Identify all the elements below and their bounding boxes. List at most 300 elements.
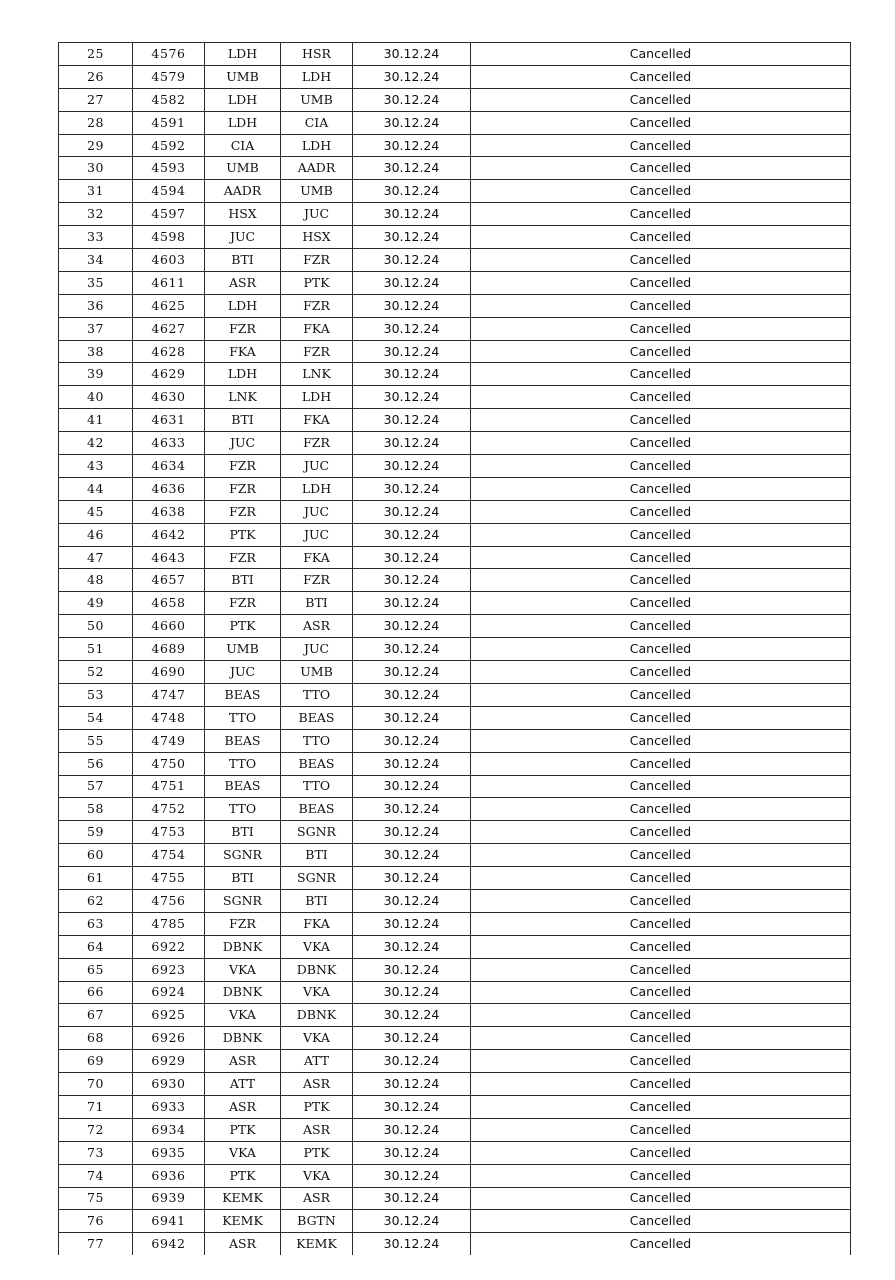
serial-number-cell: 63 (59, 912, 133, 935)
table-body (59, 43, 851, 1256)
status-cell: Cancelled (471, 157, 851, 180)
from-station-cell: LDH (205, 111, 281, 134)
table-row (59, 798, 851, 821)
date-cell: 30.12.24 (353, 798, 471, 821)
status-cell: Cancelled (471, 249, 851, 272)
date-cell: 30.12.24 (353, 1004, 471, 1027)
serial-number-cell: 39 (59, 363, 133, 386)
serial-number-cell: 30 (59, 157, 133, 180)
to-station-cell: BTI (281, 844, 353, 867)
to-station-cell: FZR (281, 569, 353, 592)
serial-number-cell: 59 (59, 821, 133, 844)
table-row (59, 889, 851, 912)
serial-number-cell: 70 (59, 1073, 133, 1096)
train-number-cell: 4597 (133, 203, 205, 226)
table-row (59, 500, 851, 523)
from-station-cell: FZR (205, 455, 281, 478)
train-number-cell: 4748 (133, 706, 205, 729)
table-row (59, 1073, 851, 1096)
table-row (59, 340, 851, 363)
train-number-cell: 4657 (133, 569, 205, 592)
from-station-cell: TTO (205, 798, 281, 821)
train-number-cell: 6922 (133, 935, 205, 958)
serial-number-cell: 71 (59, 1095, 133, 1118)
serial-number-cell: 26 (59, 65, 133, 88)
table-row (59, 1118, 851, 1141)
serial-number-cell: 28 (59, 111, 133, 134)
to-station-cell: FKA (281, 409, 353, 432)
status-cell: Cancelled (471, 729, 851, 752)
table-row (59, 432, 851, 455)
from-station-cell: SGNR (205, 844, 281, 867)
to-station-cell: LDH (281, 477, 353, 500)
status-cell: Cancelled (471, 409, 851, 432)
train-number-cell: 4630 (133, 386, 205, 409)
serial-number-cell: 61 (59, 867, 133, 890)
to-station-cell: UMB (281, 88, 353, 111)
date-cell: 30.12.24 (353, 683, 471, 706)
from-station-cell: TTO (205, 752, 281, 775)
to-station-cell: VKA (281, 981, 353, 1004)
to-station-cell: CIA (281, 111, 353, 134)
date-cell: 30.12.24 (353, 729, 471, 752)
table-row (59, 271, 851, 294)
status-cell: Cancelled (471, 88, 851, 111)
from-station-cell: VKA (205, 958, 281, 981)
to-station-cell: VKA (281, 1027, 353, 1050)
from-station-cell: PTK (205, 523, 281, 546)
from-station-cell: BEAS (205, 775, 281, 798)
train-number-cell: 4754 (133, 844, 205, 867)
status-cell: Cancelled (471, 1141, 851, 1164)
serial-number-cell: 74 (59, 1164, 133, 1187)
train-number-cell: 4576 (133, 43, 205, 66)
serial-number-cell: 52 (59, 661, 133, 684)
status-cell: Cancelled (471, 523, 851, 546)
date-cell: 30.12.24 (353, 88, 471, 111)
from-station-cell: LDH (205, 43, 281, 66)
table-row (59, 935, 851, 958)
date-cell: 30.12.24 (353, 1050, 471, 1073)
to-station-cell: FKA (281, 912, 353, 935)
from-station-cell: BTI (205, 569, 281, 592)
status-cell: Cancelled (471, 615, 851, 638)
serial-number-cell: 50 (59, 615, 133, 638)
from-station-cell: JUC (205, 661, 281, 684)
serial-number-cell: 42 (59, 432, 133, 455)
status-cell: Cancelled (471, 1095, 851, 1118)
date-cell: 30.12.24 (353, 1141, 471, 1164)
to-station-cell: SGNR (281, 867, 353, 890)
status-cell: Cancelled (471, 775, 851, 798)
train-number-cell: 6933 (133, 1095, 205, 1118)
date-cell: 30.12.24 (353, 455, 471, 478)
serial-number-cell: 75 (59, 1187, 133, 1210)
status-cell: Cancelled (471, 1164, 851, 1187)
from-station-cell: ASR (205, 1050, 281, 1073)
serial-number-cell: 35 (59, 271, 133, 294)
to-station-cell: VKA (281, 1164, 353, 1187)
status-cell: Cancelled (471, 180, 851, 203)
table-row (59, 592, 851, 615)
train-number-cell: 6935 (133, 1141, 205, 1164)
from-station-cell: BEAS (205, 729, 281, 752)
from-station-cell: CIA (205, 134, 281, 157)
to-station-cell: FZR (281, 294, 353, 317)
from-station-cell: HSX (205, 203, 281, 226)
table-row (59, 546, 851, 569)
from-station-cell: JUC (205, 432, 281, 455)
train-number-cell: 4593 (133, 157, 205, 180)
from-station-cell: BTI (205, 249, 281, 272)
from-station-cell: LDH (205, 363, 281, 386)
to-station-cell: TTO (281, 775, 353, 798)
to-station-cell: BTI (281, 889, 353, 912)
train-number-cell: 6942 (133, 1233, 205, 1255)
from-station-cell: DBNK (205, 981, 281, 1004)
from-station-cell: PTK (205, 615, 281, 638)
status-cell: Cancelled (471, 432, 851, 455)
to-station-cell: BGTN (281, 1210, 353, 1233)
serial-number-cell: 45 (59, 500, 133, 523)
status-cell: Cancelled (471, 821, 851, 844)
cancelled-trains-table (58, 42, 851, 1255)
status-cell: Cancelled (471, 340, 851, 363)
status-cell: Cancelled (471, 477, 851, 500)
serial-number-cell: 32 (59, 203, 133, 226)
train-number-cell: 4689 (133, 638, 205, 661)
date-cell: 30.12.24 (353, 752, 471, 775)
to-station-cell: ASR (281, 1187, 353, 1210)
serial-number-cell: 68 (59, 1027, 133, 1050)
status-cell: Cancelled (471, 1118, 851, 1141)
date-cell: 30.12.24 (353, 180, 471, 203)
status-cell: Cancelled (471, 844, 851, 867)
table-row (59, 43, 851, 66)
table-row (59, 455, 851, 478)
table-row (59, 958, 851, 981)
train-number-cell: 6926 (133, 1027, 205, 1050)
train-number-cell: 4747 (133, 683, 205, 706)
table-row (59, 386, 851, 409)
table-row (59, 981, 851, 1004)
date-cell: 30.12.24 (353, 638, 471, 661)
train-number-cell: 4582 (133, 88, 205, 111)
date-cell: 30.12.24 (353, 889, 471, 912)
to-station-cell: UMB (281, 180, 353, 203)
table-row (59, 88, 851, 111)
to-station-cell: ASR (281, 615, 353, 638)
table-row (59, 729, 851, 752)
serial-number-cell: 57 (59, 775, 133, 798)
date-cell: 30.12.24 (353, 226, 471, 249)
train-number-cell: 4591 (133, 111, 205, 134)
to-station-cell: BEAS (281, 752, 353, 775)
train-number-cell: 4579 (133, 65, 205, 88)
status-cell: Cancelled (471, 1210, 851, 1233)
from-station-cell: ASR (205, 271, 281, 294)
date-cell: 30.12.24 (353, 1095, 471, 1118)
status-cell: Cancelled (471, 958, 851, 981)
from-station-cell: LDH (205, 88, 281, 111)
from-station-cell: DBNK (205, 935, 281, 958)
train-number-cell: 4751 (133, 775, 205, 798)
date-cell: 30.12.24 (353, 409, 471, 432)
to-station-cell: DBNK (281, 958, 353, 981)
status-cell: Cancelled (471, 1187, 851, 1210)
serial-number-cell: 41 (59, 409, 133, 432)
status-cell: Cancelled (471, 65, 851, 88)
table-row (59, 65, 851, 88)
train-number-cell: 6923 (133, 958, 205, 981)
serial-number-cell: 77 (59, 1233, 133, 1255)
from-station-cell: FZR (205, 500, 281, 523)
to-station-cell: PTK (281, 1095, 353, 1118)
table-row (59, 157, 851, 180)
table-row (59, 363, 851, 386)
date-cell: 30.12.24 (353, 317, 471, 340)
table-row (59, 752, 851, 775)
to-station-cell: UMB (281, 661, 353, 684)
serial-number-cell: 56 (59, 752, 133, 775)
from-station-cell: FZR (205, 912, 281, 935)
table-row (59, 1027, 851, 1050)
serial-number-cell: 34 (59, 249, 133, 272)
status-cell: Cancelled (471, 981, 851, 1004)
to-station-cell: BEAS (281, 798, 353, 821)
serial-number-cell: 62 (59, 889, 133, 912)
from-station-cell: UMB (205, 157, 281, 180)
date-cell: 30.12.24 (353, 1210, 471, 1233)
table-row (59, 1187, 851, 1210)
table-row (59, 111, 851, 134)
to-station-cell: LDH (281, 65, 353, 88)
from-station-cell: FZR (205, 592, 281, 615)
from-station-cell: LDH (205, 294, 281, 317)
serial-number-cell: 58 (59, 798, 133, 821)
serial-number-cell: 38 (59, 340, 133, 363)
train-number-cell: 4642 (133, 523, 205, 546)
status-cell: Cancelled (471, 317, 851, 340)
from-station-cell: VKA (205, 1141, 281, 1164)
table-row (59, 844, 851, 867)
serial-number-cell: 60 (59, 844, 133, 867)
serial-number-cell: 73 (59, 1141, 133, 1164)
serial-number-cell: 47 (59, 546, 133, 569)
date-cell: 30.12.24 (353, 821, 471, 844)
date-cell: 30.12.24 (353, 1118, 471, 1141)
date-cell: 30.12.24 (353, 43, 471, 66)
date-cell: 30.12.24 (353, 111, 471, 134)
status-cell: Cancelled (471, 706, 851, 729)
date-cell: 30.12.24 (353, 546, 471, 569)
train-number-cell: 4756 (133, 889, 205, 912)
status-cell: Cancelled (471, 134, 851, 157)
status-cell: Cancelled (471, 1050, 851, 1073)
table-row (59, 706, 851, 729)
train-number-cell: 4634 (133, 455, 205, 478)
from-station-cell: PTK (205, 1118, 281, 1141)
serial-number-cell: 36 (59, 294, 133, 317)
serial-number-cell: 66 (59, 981, 133, 1004)
date-cell: 30.12.24 (353, 249, 471, 272)
status-cell: Cancelled (471, 661, 851, 684)
table-row (59, 638, 851, 661)
to-station-cell: DBNK (281, 1004, 353, 1027)
to-station-cell: JUC (281, 638, 353, 661)
from-station-cell: FZR (205, 546, 281, 569)
date-cell: 30.12.24 (353, 867, 471, 890)
to-station-cell: PTK (281, 1141, 353, 1164)
serial-number-cell: 53 (59, 683, 133, 706)
status-cell: Cancelled (471, 500, 851, 523)
date-cell: 30.12.24 (353, 569, 471, 592)
date-cell: 30.12.24 (353, 1187, 471, 1210)
train-number-cell: 4598 (133, 226, 205, 249)
to-station-cell: BEAS (281, 706, 353, 729)
train-number-cell: 4629 (133, 363, 205, 386)
date-cell: 30.12.24 (353, 615, 471, 638)
date-cell: 30.12.24 (353, 523, 471, 546)
from-station-cell: FZR (205, 317, 281, 340)
serial-number-cell: 64 (59, 935, 133, 958)
to-station-cell: ASR (281, 1118, 353, 1141)
date-cell: 30.12.24 (353, 203, 471, 226)
date-cell: 30.12.24 (353, 706, 471, 729)
date-cell: 30.12.24 (353, 65, 471, 88)
train-number-cell: 4603 (133, 249, 205, 272)
train-number-cell: 6925 (133, 1004, 205, 1027)
date-cell: 30.12.24 (353, 340, 471, 363)
to-station-cell: TTO (281, 683, 353, 706)
table-row (59, 821, 851, 844)
status-cell: Cancelled (471, 43, 851, 66)
table-row (59, 661, 851, 684)
train-number-cell: 4753 (133, 821, 205, 844)
train-number-cell: 4752 (133, 798, 205, 821)
serial-number-cell: 51 (59, 638, 133, 661)
from-station-cell: BEAS (205, 683, 281, 706)
table-row (59, 683, 851, 706)
table-row (59, 1141, 851, 1164)
status-cell: Cancelled (471, 203, 851, 226)
status-cell: Cancelled (471, 889, 851, 912)
date-cell: 30.12.24 (353, 1233, 471, 1255)
serial-number-cell: 69 (59, 1050, 133, 1073)
serial-number-cell: 76 (59, 1210, 133, 1233)
to-station-cell: LNK (281, 363, 353, 386)
train-number-cell: 4690 (133, 661, 205, 684)
from-station-cell: PTK (205, 1164, 281, 1187)
serial-number-cell: 54 (59, 706, 133, 729)
date-cell: 30.12.24 (353, 386, 471, 409)
to-station-cell: LDH (281, 134, 353, 157)
date-cell: 30.12.24 (353, 1073, 471, 1096)
to-station-cell: TTO (281, 729, 353, 752)
from-station-cell: TTO (205, 706, 281, 729)
to-station-cell: HSR (281, 43, 353, 66)
serial-number-cell: 27 (59, 88, 133, 111)
serial-number-cell: 46 (59, 523, 133, 546)
train-number-cell: 6939 (133, 1187, 205, 1210)
date-cell: 30.12.24 (353, 912, 471, 935)
from-station-cell: UMB (205, 65, 281, 88)
from-station-cell: KEMK (205, 1187, 281, 1210)
to-station-cell: FKA (281, 317, 353, 340)
from-station-cell: JUC (205, 226, 281, 249)
status-cell: Cancelled (471, 1027, 851, 1050)
train-number-cell: 4658 (133, 592, 205, 615)
date-cell: 30.12.24 (353, 661, 471, 684)
train-number-cell: 4592 (133, 134, 205, 157)
to-station-cell: FZR (281, 249, 353, 272)
table-row (59, 203, 851, 226)
train-number-cell: 6936 (133, 1164, 205, 1187)
status-cell: Cancelled (471, 935, 851, 958)
from-station-cell: ATT (205, 1073, 281, 1096)
table-row (59, 226, 851, 249)
to-station-cell: FZR (281, 432, 353, 455)
serial-number-cell: 31 (59, 180, 133, 203)
date-cell: 30.12.24 (353, 294, 471, 317)
status-cell: Cancelled (471, 363, 851, 386)
table-row (59, 569, 851, 592)
date-cell: 30.12.24 (353, 981, 471, 1004)
serial-number-cell: 49 (59, 592, 133, 615)
date-cell: 30.12.24 (353, 134, 471, 157)
train-number-cell: 4750 (133, 752, 205, 775)
serial-number-cell: 33 (59, 226, 133, 249)
serial-number-cell: 67 (59, 1004, 133, 1027)
train-number-cell: 4611 (133, 271, 205, 294)
status-cell: Cancelled (471, 798, 851, 821)
train-number-cell: 4749 (133, 729, 205, 752)
to-station-cell: ATT (281, 1050, 353, 1073)
from-station-cell: SGNR (205, 889, 281, 912)
status-cell: Cancelled (471, 912, 851, 935)
date-cell: 30.12.24 (353, 775, 471, 798)
train-number-cell: 6930 (133, 1073, 205, 1096)
status-cell: Cancelled (471, 1233, 851, 1255)
to-station-cell: FKA (281, 546, 353, 569)
status-cell: Cancelled (471, 111, 851, 134)
status-cell: Cancelled (471, 546, 851, 569)
serial-number-cell: 37 (59, 317, 133, 340)
to-station-cell: AADR (281, 157, 353, 180)
status-cell: Cancelled (471, 569, 851, 592)
from-station-cell: FKA (205, 340, 281, 363)
to-station-cell: HSX (281, 226, 353, 249)
train-number-cell: 4785 (133, 912, 205, 935)
date-cell: 30.12.24 (353, 363, 471, 386)
table-row (59, 477, 851, 500)
to-station-cell: JUC (281, 203, 353, 226)
table-row (59, 1004, 851, 1027)
table-row (59, 1050, 851, 1073)
serial-number-cell: 72 (59, 1118, 133, 1141)
table-row (59, 1233, 851, 1255)
to-station-cell: SGNR (281, 821, 353, 844)
to-station-cell: JUC (281, 455, 353, 478)
table-row (59, 249, 851, 272)
status-cell: Cancelled (471, 271, 851, 294)
serial-number-cell: 25 (59, 43, 133, 66)
status-cell: Cancelled (471, 226, 851, 249)
serial-number-cell: 29 (59, 134, 133, 157)
train-number-cell: 6941 (133, 1210, 205, 1233)
train-number-cell: 4660 (133, 615, 205, 638)
date-cell: 30.12.24 (353, 271, 471, 294)
